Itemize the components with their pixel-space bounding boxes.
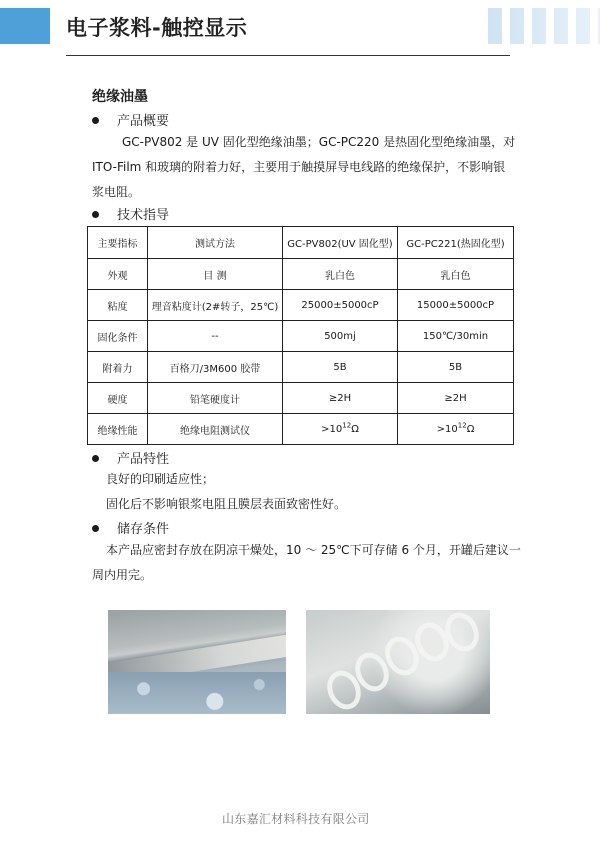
product-photo-cross-section: [108, 610, 286, 714]
header-accent-bar: [0, 8, 50, 44]
bullet-icon: [92, 211, 99, 218]
table-cell: 乳白色: [283, 259, 398, 290]
table-cell: 150℃/30min: [398, 321, 514, 352]
table-cell: 绝缘性能: [88, 414, 148, 445]
features-line-1: 良好的印刷适应性；: [106, 472, 215, 486]
table-cell: $>10^{12}\Omega$: [283, 414, 398, 445]
table-cell: ≥2H: [398, 383, 514, 414]
table-cell: 外观: [88, 259, 148, 290]
section-title: 绝缘油墨: [92, 89, 148, 105]
features-heading: 产品特性: [92, 448, 169, 467]
table-row: [88, 352, 514, 383]
page-title: 电子浆料-触控显示: [66, 16, 248, 40]
overview-line-2: ITO-Film 和玻璃的附着力好，主要用于触摸屏导电线路的绝缘保护，不影响银: [92, 160, 506, 174]
table-header-cell: 主要指标: [88, 227, 148, 259]
overview-line-1: GC-PV802 是 UV 固化型绝缘油墨；GC-PC220 是热固化型绝缘油墨，对: [122, 135, 516, 149]
table-cell: 理音粘度计(2#转子，25℃): [148, 290, 283, 321]
table-row: [88, 259, 514, 290]
table-cell: --: [148, 321, 283, 352]
features-line-2: 固化后不影响银浆电阻且膜层表面致密性好。: [106, 497, 347, 511]
storage-heading: 储存条件: [92, 518, 169, 537]
spec-table: [87, 226, 514, 445]
table-cell: 15000±5000cP: [398, 290, 514, 321]
table-cell: 5B: [283, 352, 398, 383]
table-cell: 乳白色: [398, 259, 514, 290]
table-cell: 硬度: [88, 383, 148, 414]
tech-heading: 技术指导: [92, 204, 169, 223]
table-row: [88, 414, 514, 445]
table-cell: 固化条件: [88, 321, 148, 352]
header-accent-pattern: [488, 8, 600, 44]
bullet-icon: [92, 455, 99, 462]
product-photo-printed-pattern: [306, 610, 490, 714]
table-cell: 绝缘电阻测试仪: [148, 414, 283, 445]
table-cell: $>10^{12}\Omega$: [398, 414, 514, 445]
table-cell: ≥2H: [283, 383, 398, 414]
table-cell: 500mj: [283, 321, 398, 352]
overview-heading: 产品概要: [92, 110, 169, 129]
footer-company-name: 山东嘉汇材料科技有限公司: [222, 812, 370, 826]
table-header-row: [88, 227, 514, 259]
table-row: [88, 383, 514, 414]
table-cell: 百格刀/3M600 胶带: [148, 352, 283, 383]
header-divider: [66, 55, 510, 56]
overview-line-3: 浆电阻。: [92, 185, 141, 199]
storage-line-2: 周内用完。: [92, 568, 153, 582]
table-header-cell: GC-PC221(热固化型): [398, 227, 514, 259]
bullet-icon: [92, 525, 99, 532]
table-header-cell: 测试方法: [148, 227, 283, 259]
table-row: [88, 290, 514, 321]
table-header-cell: GC-PV802(UV 固化型): [283, 227, 398, 259]
table-row: [88, 321, 514, 352]
table-cell: 粘度: [88, 290, 148, 321]
table-cell: 5B: [398, 352, 514, 383]
table-cell: 附着力: [88, 352, 148, 383]
storage-line-1: 本产品应密封存放在阴凉干燥处，10 ～ 25℃下可存储 6 个月，开罐后建议一: [106, 543, 521, 557]
table-cell: 铅笔硬度计: [148, 383, 283, 414]
table-cell: 目 测: [148, 259, 283, 290]
bullet-icon: [92, 117, 99, 124]
table-cell: 25000±5000cP: [283, 290, 398, 321]
